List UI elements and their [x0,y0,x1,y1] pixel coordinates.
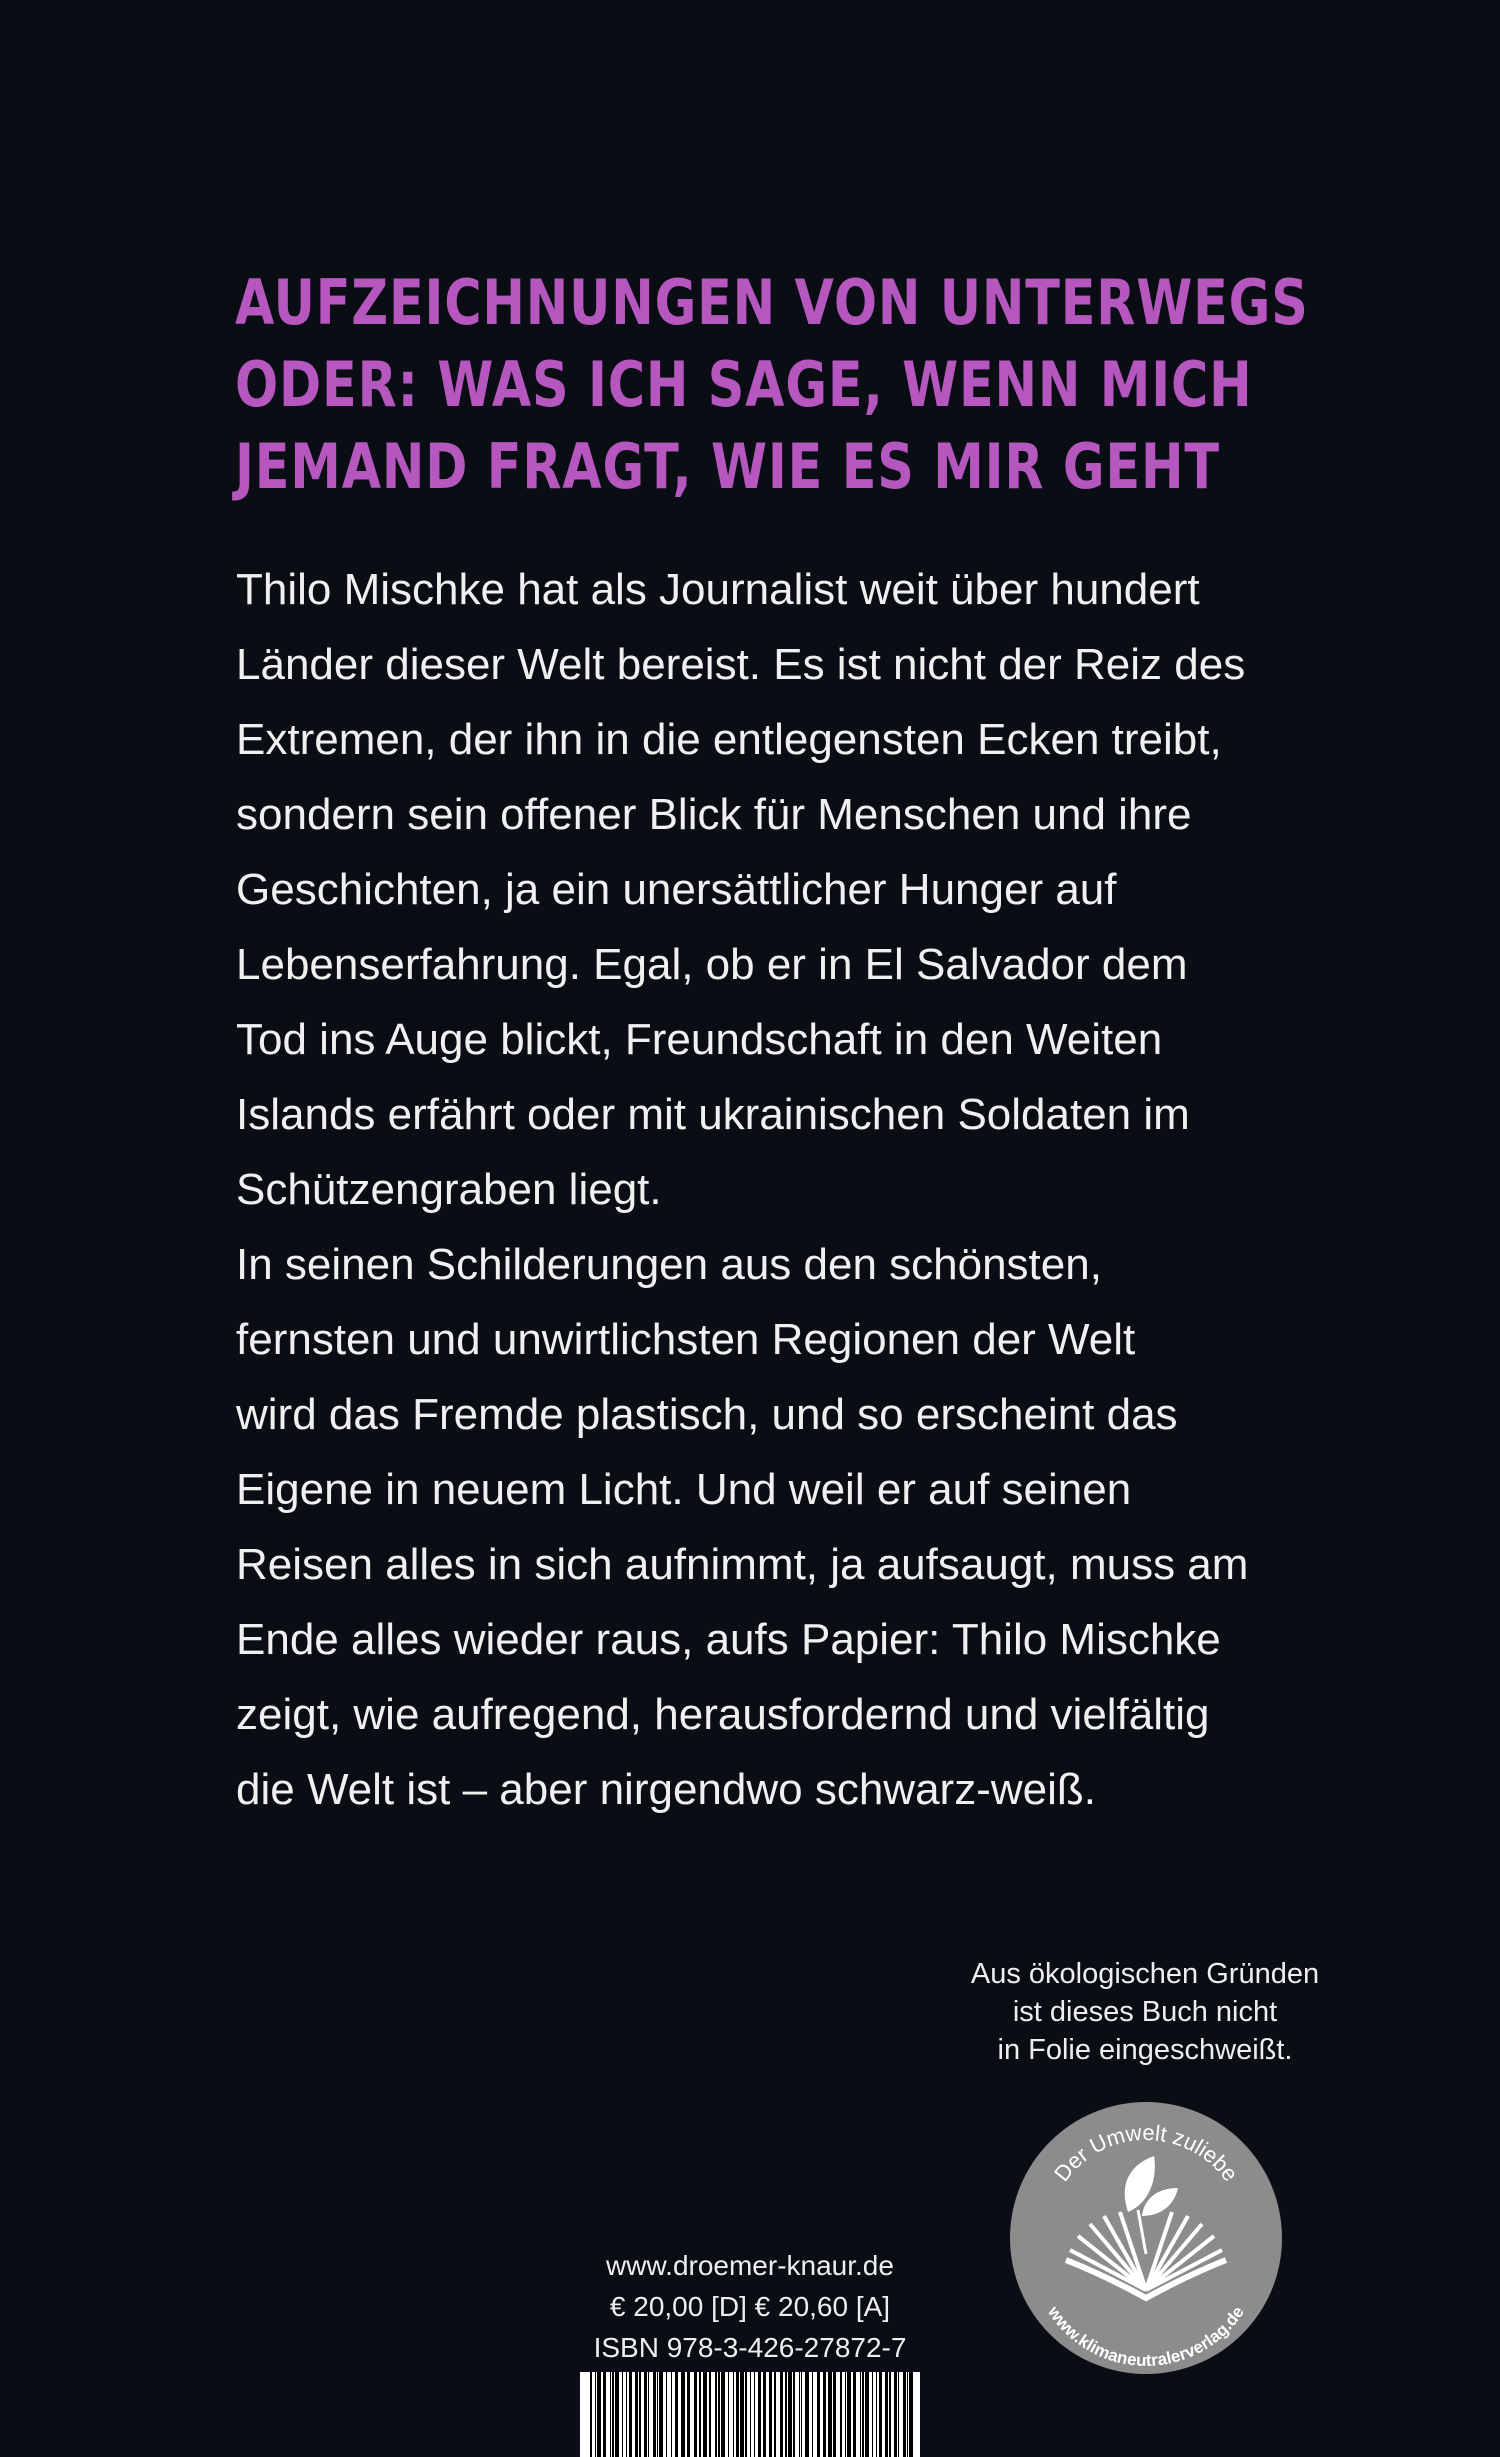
blurb-line: wird das Fremde plastisch, und so erscheint das [236,1390,1178,1439]
barcode-bar [847,2372,851,2457]
barcode-bar [740,2372,744,2457]
barcode-bar [805,2372,809,2457]
badge-bottom-text: www.klimaneutralerverlag.de [1044,2302,1248,2371]
barcode-bar [879,2372,882,2457]
barcode-bar [769,2372,772,2457]
blurb-line: Länder dieser Welt bereist. Es ist nicht der Reiz des [236,640,1246,689]
barcode-bar [703,2372,707,2457]
blurb-text [236,552,1316,1827]
barcode-bar [626,2372,627,2457]
barcode-bar [812,2372,813,2457]
barcode-bar [615,2372,619,2457]
barcode-bar [622,2372,623,2457]
barcode-bar [597,2372,601,2457]
barcode-bar [865,2372,869,2457]
blurb-line: die Welt ist – aber nirgendwo schwarz-weiß. [236,1765,1096,1814]
barcode-bar [909,2372,913,2457]
eco-note [930,1955,1360,2069]
barcode-bar [733,2372,734,2457]
blurb-line: Extremen, der ihn in die entlegensten Ecken treibt, [236,715,1222,764]
barcode-bar [699,2372,701,2457]
barcode-bar [840,2372,842,2457]
barcode-bar [860,2372,861,2457]
barcode-bar [754,2372,755,2457]
barcode-bar [823,2372,826,2457]
barcode-bar [894,2372,897,2457]
barcode-bar [612,2372,614,2457]
barcode-bar [687,2372,690,2457]
barcode-bar [736,2372,739,2457]
publisher-info [560,2245,940,2368]
blurb-line: Geschichten, ja ein unersättlicher Hunger auf [236,865,1117,914]
barcode-bar [653,2372,656,2457]
blurb-line: Thilo Mischke hat als Journalist weit über hundert [236,565,1200,614]
barcode-bar [785,2372,787,2457]
blurb-line: fernsten und unwirtlichsten Regionen der Welt [236,1315,1136,1364]
barcode-bar [780,2372,783,2457]
barcode-bar [862,2372,864,2457]
barcode-bar [845,2372,846,2457]
barcode-bar [907,2372,908,2457]
barcode-bar [853,2372,856,2457]
blurb-line: Reisen alles in sich aufnimmt, ja aufsaugt, muss am [236,1540,1249,1589]
barcode-bar [657,2372,658,2457]
barcode-bar [721,2372,725,2457]
barcode-bar [793,2372,795,2457]
barcode-bar [750,2372,751,2457]
blurb-line: Schützengraben liegt. [236,1165,662,1214]
blurb-line: Islands erfährt oder mit ukrainischen Soldaten im [236,1090,1190,1139]
barcode-bar [681,2372,685,2457]
publisher-website: www.droemer-knaur.de [606,2250,894,2281]
barcode-bar [799,2372,800,2457]
barcode-bar [763,2372,766,2457]
eco-note-line: in Folie eingeschweißt. [997,2034,1293,2066]
barcode-bar [788,2372,792,2457]
barcode-bar [659,2372,663,2457]
blurb-line: Ende alles wieder raus, aufs Papier: Thilo Mischke [236,1615,1221,1664]
price-line: € 20,00 [D] € 20,60 [A] [609,2291,891,2322]
barcode [580,2372,920,2457]
climate-neutral-badge [1008,2100,1284,2376]
barcode-bar [671,2372,672,2457]
badge-top-text: Der Umwelt zuliebe [1048,2119,1244,2186]
eco-note-line: Aus ökologischen Gründen [970,1958,1320,1990]
barcode-bar [715,2372,717,2457]
barcode-bar [889,2372,891,2457]
headline-line: JEMAND FRAGT, WIE ES MIR GEHT [235,430,1220,503]
barcode-bar [595,2372,596,2457]
barcode-bar [876,2372,877,2457]
barcode-bar [666,2372,667,2457]
barcode-bar [635,2372,638,2457]
barcode-bar [774,2372,776,2457]
headline [235,262,1309,508]
barcode-bar [817,2372,820,2457]
blurb-line: In seinen Schilderungen aus den schönsten, [236,1240,1102,1289]
barcode-bar [709,2372,711,2457]
barcode-bar [603,2372,606,2457]
blurb-line: zeigt, wie aufregend, herausfordernd und vielfältig [236,1690,1210,1739]
headline-line: AUFZEICHNUNGEN VON UNTERWEGS [235,266,1309,339]
barcode-bar [610,2372,611,2457]
barcode-bar [629,2372,632,2457]
blurb-line: Lebenserfahrung. Egal, ob er in El Salvador dem [236,940,1188,989]
blurb-line: Eigene in neuem Licht. Und weil er auf seinen [236,1465,1132,1514]
barcode-bar [872,2372,873,2457]
barcode-bar [833,2372,836,2457]
headline-line: ODER: WAS ICH SAGE, WENN MICH [235,348,1253,421]
barcode-bar [828,2372,832,2457]
barcode-bar [675,2372,678,2457]
barcode-bar [903,2372,906,2457]
barcode-bar [885,2372,888,2457]
barcode-bar [639,2372,641,2457]
barcode-bar [728,2372,729,2457]
barcode-bar [745,2372,747,2457]
barcode-bar [718,2372,720,2457]
barcode-bar [758,2372,761,2457]
barcode-bar [648,2372,649,2457]
isbn-line: ISBN 978-3-426-27872-7 [593,2332,907,2363]
barcode-bar [590,2372,592,2457]
blurb-line: sondern sein offener Blick für Menschen und ihre [236,790,1192,839]
eco-note-line: ist dieses Buch nicht [1012,1996,1278,2028]
barcode-bar [898,2372,899,2457]
barcode-bar [801,2372,802,2457]
barcode-bar [644,2372,647,2457]
blurb-line: Tod ins Auge blickt, Freundschaft in den Weiten [236,1015,1163,1064]
barcode-bar [694,2372,697,2457]
